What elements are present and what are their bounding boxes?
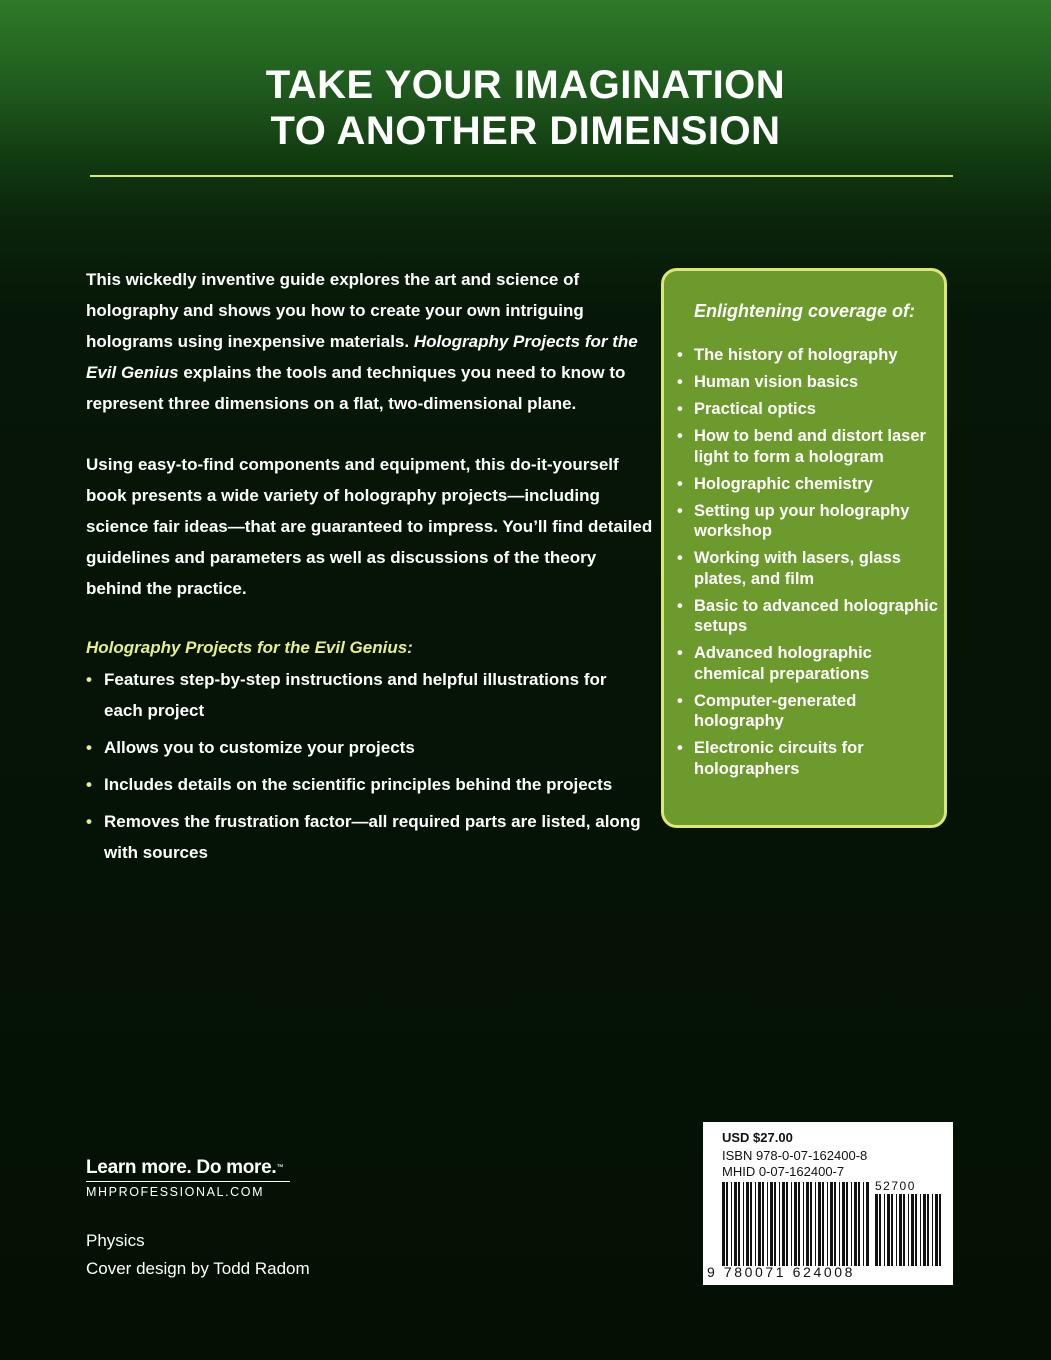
coverage-panel bbox=[661, 268, 947, 828]
bullet-icon: • bbox=[677, 739, 683, 757]
barcode-bar bbox=[854, 1182, 857, 1266]
coverage-text: Setting up your holography workshop bbox=[694, 501, 910, 540]
barcode-bar bbox=[915, 1194, 917, 1266]
barcode-bar bbox=[858, 1182, 860, 1266]
barcode-icon bbox=[703, 1122, 953, 1285]
barcode-bar bbox=[767, 1182, 768, 1266]
intro-paragraph-1-text-a: This wickedly inventive guide explores the art and science of holography and shows you how to create your own intriguing holograms using inexpensive materials. bbox=[86, 270, 584, 351]
intro-paragraph-2: Using easy-to-find components and equipment, this do-it-yourself book presents a wide variety of holography projects—including science fair ideas—that are guaranteed to impress. You’ll find detailed guidelines and parameters as well as discussions of the theory behind the practice. bbox=[86, 455, 653, 598]
barcode-bar bbox=[774, 1182, 776, 1266]
barcode-bar bbox=[939, 1194, 941, 1266]
barcode-bar bbox=[863, 1182, 864, 1266]
coverage-text: Working with lasers, glass plates, and film bbox=[694, 549, 901, 588]
price-label: USD $27.00 bbox=[722, 1130, 793, 1145]
barcode-bar bbox=[815, 1182, 816, 1266]
bullet-icon: • bbox=[677, 691, 683, 710]
barcode-bar bbox=[896, 1194, 897, 1266]
coverage-text: Holographic chemistry bbox=[694, 474, 873, 493]
barcode-bar bbox=[846, 1182, 848, 1266]
barcode-bar bbox=[927, 1194, 929, 1266]
trademark-icon: ™ bbox=[276, 1164, 284, 1171]
coverage-text: Basic to advanced holographic setups bbox=[694, 596, 938, 635]
bullet-icon: • bbox=[86, 775, 92, 794]
barcode-bar bbox=[770, 1182, 773, 1266]
barcode-bar bbox=[791, 1182, 792, 1266]
feature-item bbox=[86, 769, 646, 800]
brand-tagline bbox=[86, 1156, 290, 1180]
intro-paragraph-1-text-b: explains the tools and techniques you need to know to represent three dimensions on a flat, two-dimensional plane. bbox=[86, 363, 626, 413]
barcode-bar bbox=[746, 1182, 749, 1266]
barcode-bar bbox=[726, 1182, 728, 1266]
barcode-bar bbox=[750, 1182, 752, 1266]
barcode-bar bbox=[899, 1194, 902, 1266]
barcode-bar bbox=[822, 1182, 824, 1266]
barcode-bar bbox=[842, 1182, 845, 1266]
barcode-bar bbox=[884, 1194, 885, 1266]
barcode-number: 9 780071 624008 bbox=[707, 1264, 855, 1280]
barcode-bar bbox=[834, 1182, 836, 1266]
feature-item bbox=[86, 732, 646, 763]
coverage-text: Advanced holographic chemical preparations bbox=[694, 644, 872, 683]
barcode-bar bbox=[891, 1194, 893, 1266]
coverage-item bbox=[677, 691, 939, 732]
bullet-icon: • bbox=[677, 596, 683, 615]
bullet-icon: • bbox=[677, 501, 683, 520]
coverage-item bbox=[677, 596, 939, 637]
feature-item bbox=[86, 806, 646, 868]
barcode-bar bbox=[879, 1194, 881, 1266]
bullet-icon: • bbox=[677, 549, 683, 567]
coverage-heading: Enlightening coverage of: bbox=[694, 301, 916, 321]
barcode-bar bbox=[782, 1182, 785, 1266]
coverage-item bbox=[677, 426, 939, 467]
coverage-text: The history of holography bbox=[694, 346, 898, 364]
intro-paragraph-1 bbox=[86, 264, 656, 419]
back-cover-info bbox=[86, 1227, 310, 1283]
addon-number: 52700 bbox=[875, 1179, 916, 1193]
feature-text: Removes the frustration factor—all required parts are listed, along with sources bbox=[104, 812, 641, 862]
subject-category: Physics bbox=[86, 1231, 145, 1250]
bullet-icon: • bbox=[86, 812, 92, 831]
coverage-item bbox=[677, 738, 939, 779]
brand-divider bbox=[86, 1181, 290, 1182]
barcode-bar bbox=[920, 1194, 921, 1266]
headline-line-1: TAKE YOUR IMAGINATION bbox=[265, 63, 786, 107]
barcode-panel bbox=[703, 1122, 953, 1285]
barcode-bar bbox=[798, 1182, 800, 1266]
barcode-bar bbox=[903, 1194, 905, 1266]
headline-divider bbox=[90, 175, 953, 177]
headline-line-2: TO ANOTHER DIMENSION bbox=[270, 109, 781, 153]
barcode-bar bbox=[830, 1182, 833, 1266]
isbn-label: ISBN 978-0-07-162400-8 bbox=[722, 1148, 868, 1163]
brand-url: MHPROFESSIONAL.COM bbox=[86, 1185, 265, 1199]
feature-text: Features step-by-step instructions and helpful illustrations for each project bbox=[104, 670, 607, 720]
barcode-bar bbox=[722, 1182, 725, 1266]
barcode-bar bbox=[743, 1182, 744, 1266]
barcode-bar bbox=[851, 1182, 852, 1266]
barcode-bar bbox=[827, 1182, 828, 1266]
barcode-bar bbox=[738, 1182, 740, 1266]
coverage-list bbox=[677, 345, 939, 786]
bullet-icon: • bbox=[677, 427, 683, 445]
coverage-item bbox=[677, 548, 939, 589]
barcode-bar bbox=[818, 1182, 821, 1266]
barcode-bar bbox=[866, 1182, 869, 1266]
barcode-bar bbox=[734, 1182, 737, 1266]
coverage-item bbox=[677, 501, 939, 542]
barcode-bar bbox=[935, 1194, 938, 1266]
barcode-bar bbox=[758, 1182, 761, 1266]
coverage-text: Computer-generated holography bbox=[694, 691, 857, 730]
coverage-text: Human vision basics bbox=[694, 373, 859, 391]
barcode-bar bbox=[779, 1182, 780, 1266]
barcode-bar bbox=[887, 1194, 890, 1266]
coverage-item bbox=[677, 643, 939, 684]
feature-item bbox=[86, 664, 646, 726]
bullet-icon: • bbox=[677, 644, 683, 662]
feature-text: Allows you to customize your projects bbox=[104, 738, 415, 757]
bullet-icon: • bbox=[677, 400, 683, 418]
coverage-item bbox=[677, 474, 939, 495]
features-heading: Holography Projects for the Evil Genius: bbox=[86, 638, 413, 657]
barcode-bar bbox=[762, 1182, 764, 1266]
headline bbox=[0, 62, 1051, 154]
bullet-icon: • bbox=[677, 346, 683, 364]
barcode-bar bbox=[932, 1194, 933, 1266]
feature-text: Includes details on the scientific principles behind the projects bbox=[104, 775, 613, 794]
coverage-text: How to bend and distort laser light to form a hologram bbox=[694, 427, 926, 466]
intro-text bbox=[86, 264, 656, 604]
barcode-bar bbox=[794, 1182, 797, 1266]
coverage-item bbox=[677, 399, 939, 420]
coverage-item bbox=[677, 372, 939, 393]
barcode-bar bbox=[923, 1194, 926, 1266]
coverage-text: Electronic circuits for holographers bbox=[694, 739, 864, 778]
bullet-icon: • bbox=[677, 373, 683, 391]
cover-credit: Cover design by Todd Radom bbox=[86, 1259, 310, 1278]
barcode-bar bbox=[810, 1182, 812, 1266]
barcode-bar bbox=[786, 1182, 788, 1266]
coverage-item bbox=[677, 345, 939, 366]
barcode-bar bbox=[908, 1194, 909, 1266]
bullet-icon: • bbox=[677, 474, 683, 493]
features-list bbox=[86, 664, 646, 874]
book-title-italic: Holography Projects for the Evil Genius bbox=[86, 332, 638, 382]
barcode-bar bbox=[911, 1194, 914, 1266]
barcode-bar bbox=[755, 1182, 756, 1266]
publisher-brand bbox=[86, 1156, 290, 1200]
barcode-bar bbox=[803, 1182, 804, 1266]
barcode-bar bbox=[731, 1182, 732, 1266]
barcode-bar bbox=[875, 1194, 878, 1266]
barcode-bar bbox=[839, 1182, 840, 1266]
mhid-label: MHID 0-07-162400-7 bbox=[722, 1164, 845, 1179]
coverage-text: Practical optics bbox=[694, 400, 816, 418]
brand-tagline-text: Learn more. Do more. bbox=[86, 1157, 277, 1178]
bullet-icon: • bbox=[86, 670, 92, 689]
barcode-bar bbox=[806, 1182, 809, 1266]
bullet-icon: • bbox=[86, 738, 92, 757]
